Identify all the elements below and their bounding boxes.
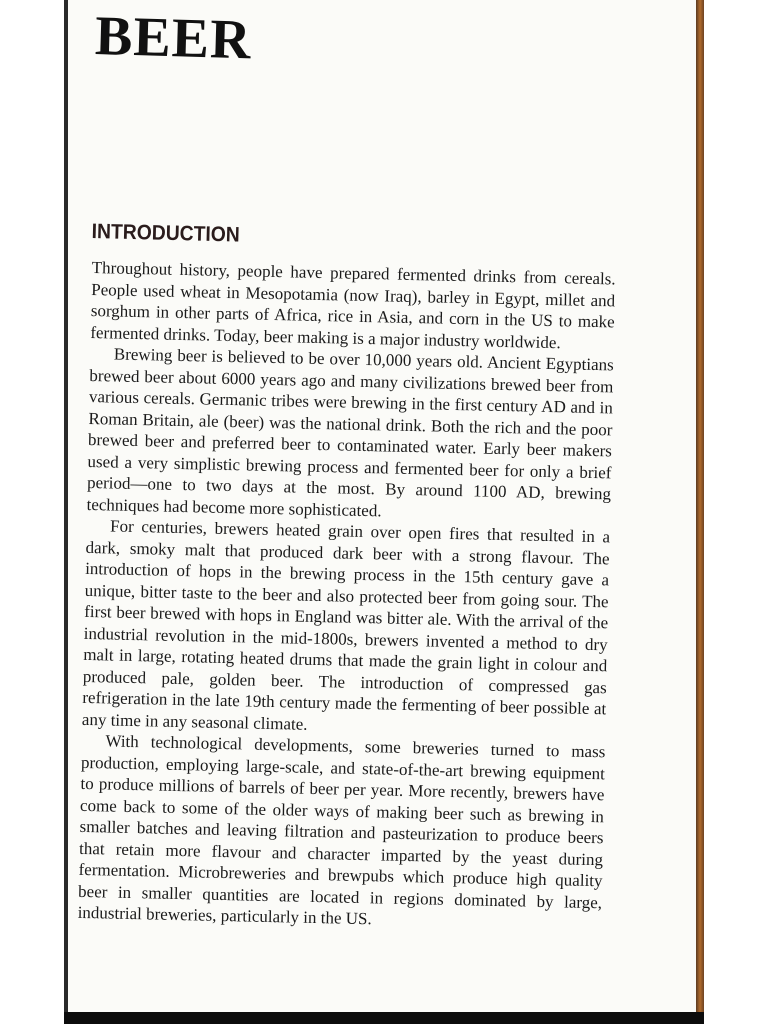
left-margin: [0, 0, 64, 1024]
book-spine-edge: [696, 0, 704, 1024]
body-text: [77, 257, 615, 935]
page-fold-shadow: [64, 0, 68, 1024]
section-heading: INTRODUCTION: [91, 220, 241, 247]
chapter-title: BEER: [94, 4, 253, 72]
paragraph-4: With technological developments, some breweries turned to mass production, employing large-scale, and state-of-the-art brewing equipment to produce millions of barrels of beer per year. More recently, brewers have come back to some of the older ways of making beer such as brewing in smaller batches and leaving filtration and pasteurization to produce beers that retain more flavour and character imparted by the yeast during fermentation. Microbreweries and brewpubs which produce high quality beer in smaller quantities are located in regions dominated by large, industrial breweries, particularly in the US.: [77, 731, 606, 929]
paragraph-2: Brewing beer is believed to be over 10,000 years old. Ancient Egyptians brewed beer about 6000 years ago and many civilizations brewed beer from various cereals. Germanic tribes were brewing in the first century AD and in Roman Britain, ale (beer) was the national drink. Both the rich and the poor brewed beer and preferred beer to contaminated water. Early beer makers used a very simplistic brewing process and fermented beer for only a brief period—one to two days at the most. By around 1100 AD, brewing techniques had become more sophisticated.: [86, 344, 614, 520]
paragraph-1: Throughout history, people have prepared fermented drinks from cereals. People used wheat in Mesopotamia (now Iraq), barley in Egypt, millet and sorghum in other parts of Africa, rice in Asia, and corn in the US to make fermented drinks. Today, beer making is a major industry worldwide.: [90, 257, 616, 352]
right-margin: [696, 0, 768, 1024]
bottom-shadow: [64, 1012, 704, 1024]
paragraph-3: For centuries, brewers heated grain over open fires that resulted in a dark, smoky malt that produced dark beer with a strong flavour. The introduction of hops in the brewing process in the 15th century gave a unique, bitter taste to the beer and also protected beer from going sour. The first beer brewed with hops in England was bitter ale. With the arrival of the industrial revolution in the mid-1800s, brewers invented a method to dry malt in large, rotating heated drums that made the grain light in colour and produced pale, golden beer. The introduction of compressed gas refrigeration in the late 19th century made the fermenting of beer possible at any time in any seasonal climate.: [81, 516, 611, 734]
